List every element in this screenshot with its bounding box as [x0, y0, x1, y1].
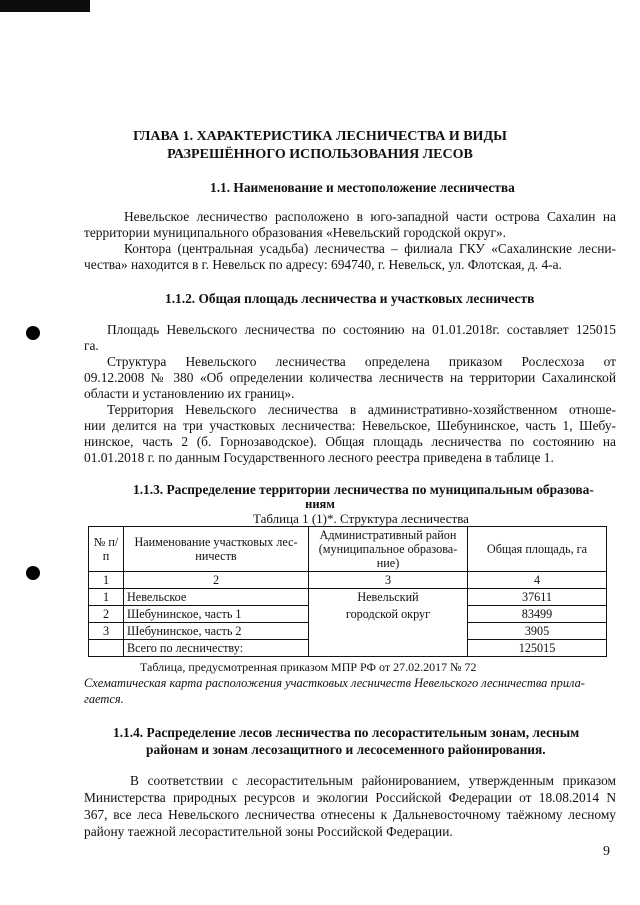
punch-hole-top — [26, 326, 40, 340]
row-area: 37611 — [468, 589, 607, 606]
paragraph-line: 09.12.2008 № 380 «Об определении количества лесничеств на территории Сахалинской — [84, 370, 616, 385]
paragraph-line: 367, все леса Невельского лесничества отнесены к Дальневосточному таёжному лесному — [84, 807, 616, 822]
paragraph-line: Невельское лесничество расположено в юго-западной части острова Сахалин на — [124, 209, 616, 224]
column-number: 1 — [89, 572, 124, 589]
row-number: 1 — [89, 589, 124, 606]
header-cell-district: Административный район (муниципальное образова- ние) — [309, 527, 468, 572]
paragraph-line: га. — [84, 338, 99, 353]
row-name: Шебунинское, часть 1 — [124, 606, 309, 623]
district-cell-blank — [309, 640, 468, 657]
paragraph-line: Министерства природных ресурсов и экологии Российской Федерации от 18.08.2014 N — [84, 790, 616, 805]
section-1-1-4-heading: 1.1.4. Распределение лесов лесничества по лесорастительным зонам, лесным — [113, 725, 580, 740]
table-row — [89, 606, 607, 623]
row-name: Невельское — [124, 589, 309, 606]
paragraph-line: Структура Невельского лесничества определена приказом Рослесхоза от — [107, 354, 616, 369]
section-1-1-3-heading: 1.1.3. Распределение территории лесничества по муниципальным образова- — [133, 482, 594, 497]
paragraph-line: Контора (центральная усадьба) лесничества – филиала ГКУ «Сахалинские лесни- — [124, 241, 616, 256]
total-blank — [89, 640, 124, 657]
column-number: 2 — [124, 572, 309, 589]
column-number: 3 — [309, 572, 468, 589]
chapter-title-line1: ГЛАВА 1. ХАРАКТЕРИСТИКА ЛЕСНИЧЕСТВА И ВИДЫ — [133, 129, 507, 144]
map-note-line1: Схематическая карта расположения участковых лесничеств Невельского лесничества прила- — [84, 676, 585, 690]
table-footnote: Таблица, предусмотренная приказом МПР РФ от 27.02.2017 № 72 — [140, 660, 477, 674]
column-number: 4 — [468, 572, 607, 589]
district-cell-blank — [309, 623, 468, 640]
table-total-row — [89, 640, 607, 657]
section-1-1-4-heading-cont: районам и зонам лесозащитного и лесосеменного районирования. — [146, 742, 546, 757]
row-number: 2 — [89, 606, 124, 623]
paragraph-line: Территория Невельского лесничества в административно-хозяйственном отноше- — [107, 402, 616, 417]
table-row — [89, 623, 607, 640]
section-1-1-3-heading-cont: ниям — [305, 497, 335, 511]
paragraph-line: Площадь Невельского лесничества по состоянию на 01.01.2018г. составляет 125015 — [107, 322, 616, 337]
table-row — [89, 589, 607, 606]
map-note-line2: гается. — [84, 692, 124, 706]
header-cell-number: № п/п — [89, 527, 124, 572]
paragraph-line: чества» находится в г. Невельск по адресу: 694740, г. Невельск, ул. Флотская, д. 4-а. — [84, 257, 562, 272]
scan-artifact-bar — [0, 0, 90, 12]
total-label: Всего по лесничеству: — [124, 640, 309, 657]
paragraph-line: В соответствии с лесорастительным районированием, утвержденным приказом — [130, 773, 616, 788]
row-number: 3 — [89, 623, 124, 640]
paragraph-line: территории муниципального образования «Невельский городской округ». — [84, 225, 507, 240]
paragraph-line: области и установлению их границ». — [84, 386, 295, 401]
section-1-1-heading: 1.1. Наименование и местоположение лесничества — [210, 180, 515, 195]
row-name: Шебунинское, часть 2 — [124, 623, 309, 640]
section-1-1-2-heading: 1.1.2. Общая площадь лесничества и участковых лесничеств — [165, 291, 535, 306]
header-cell-name: Наименование участковых лес- ничеств — [124, 527, 309, 572]
punch-hole-bottom — [26, 566, 40, 580]
header-cell-area: Общая площадь, га — [468, 527, 607, 572]
table-caption: Таблица 1 (1)*. Структура лесничества — [253, 511, 469, 526]
forestry-structure-table — [88, 526, 607, 657]
district-cell-line2: городской округ — [309, 606, 468, 623]
paragraph-line: нии делится на три участковых лесничества: Невельское, Шебунинское, часть 1, Шебу- — [84, 418, 616, 433]
paragraph-line: нинское, часть 2 (б. Горнозаводское). Общая площадь лесничества по состоянию на — [84, 434, 616, 449]
paragraph-line: району таежной лесорастительной зоны Российской Федерации. — [84, 824, 453, 839]
column-number-row — [89, 572, 607, 589]
page-number: 9 — [603, 844, 610, 859]
chapter-title-line2: РАЗРЕШЁННОГО ИСПОЛЬЗОВАНИЯ ЛЕСОВ — [167, 147, 473, 162]
table-header-row — [89, 527, 607, 572]
row-area: 3905 — [468, 623, 607, 640]
row-area: 83499 — [468, 606, 607, 623]
total-value: 125015 — [468, 640, 607, 657]
district-cell-line1: Невельский — [309, 589, 468, 606]
paragraph-line: 01.01.2018 г. по данным Государственного лесного реестра приведена в таблице 1. — [84, 450, 554, 465]
